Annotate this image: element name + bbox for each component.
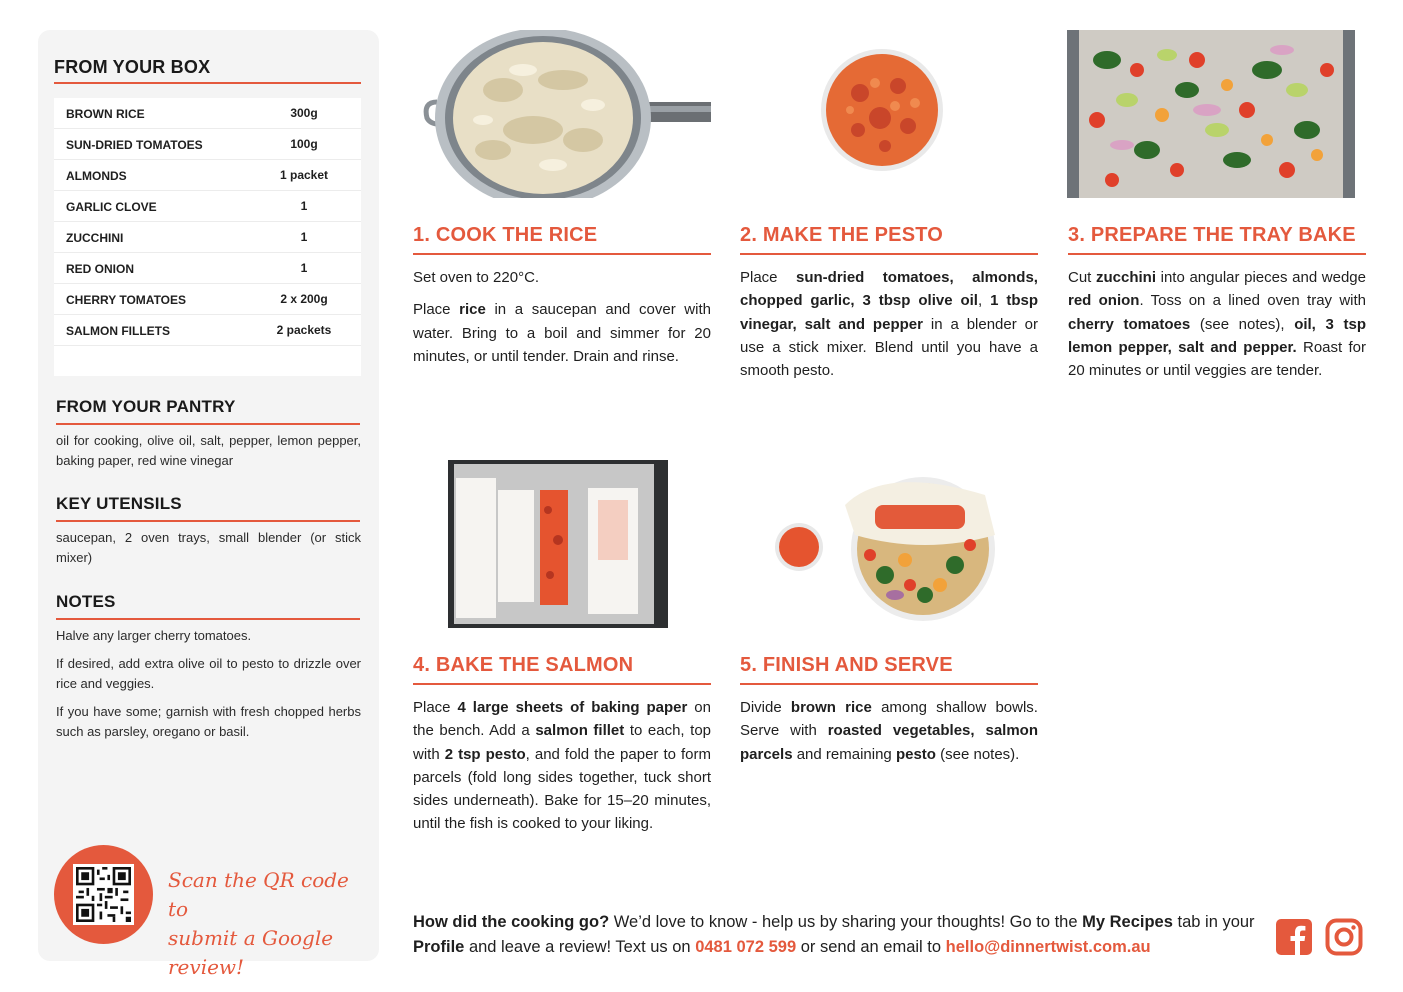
body-text: in a saucepan and cover with water. Bring to a boil and simmer for 20 minutes, or until tender. Drain and rinse. (413, 301, 711, 365)
bold-text: red onion (1068, 292, 1140, 310)
step-paragraph (740, 696, 1038, 766)
body-text: to each, top with (413, 722, 712, 763)
body-text: Place (740, 269, 796, 286)
notes-rule (56, 618, 360, 620)
step-1-body (413, 266, 711, 377)
body-text: We’d love to know - help us by sharing your thoughts! Go to the (609, 913, 1083, 931)
body-text: Set oven to 220°C. (413, 269, 540, 286)
step-paragraph (413, 266, 711, 289)
review-footer (413, 910, 1273, 960)
step-5-rule (740, 683, 1038, 685)
step-paragraph (740, 266, 1038, 382)
bold-text: 4 large sheets of baking paper (457, 699, 688, 716)
bold-text: oil, 3 tsp lemon pepper, salt and pepper. (1068, 315, 1366, 356)
utensils-rule (56, 520, 360, 522)
note-item: If desired, add extra olive oil to pesto to drizzle over rice and veggies. (56, 656, 361, 691)
pesto-photo (820, 48, 944, 172)
ingredient-qty: 1 (300, 261, 308, 275)
ingredient-name: SUN-DRIED TOMATOES (66, 138, 203, 152)
box-title-rule (54, 82, 361, 84)
body-text: Place (413, 301, 460, 319)
step-paragraph (413, 298, 711, 368)
rice-photo (413, 30, 711, 198)
ingredient-qty: 1 packet (279, 168, 329, 182)
sidebar-panel (38, 30, 379, 979)
step-paragraph (413, 696, 711, 836)
ingredient-name: BROWN RICE (66, 107, 145, 121)
bold-text: Profile (413, 938, 465, 956)
table-row (54, 315, 361, 346)
pantry-rule (56, 423, 360, 425)
step-2-rule (740, 253, 1038, 255)
step-1-rule (413, 253, 711, 255)
bold-text: sun-dried tomatoes, almonds, chopped garlic, 3 tbsp olive oil (740, 269, 1038, 310)
body-text: and remaining (792, 745, 896, 763)
body-text: , (977, 292, 991, 310)
qr-caption-line1: Scan the QR code to (168, 868, 349, 921)
body-text: and leave a review! Text us on (464, 938, 696, 956)
step-4-title: 4. BAKE THE SALMON (413, 654, 634, 676)
salmon-photo (448, 460, 668, 628)
bold-text: brown rice (790, 699, 872, 716)
bold-text: salmon fillet (535, 722, 625, 740)
ingredient-qty: 100g (290, 137, 318, 151)
ingredient-name: SALMON FILLETS (66, 324, 170, 338)
contact-link[interactable]: hello@dinnertwist.com.au (945, 938, 1151, 956)
body-text: tab in your (1172, 913, 1255, 931)
step-1-title: 1. COOK THE RICE (413, 224, 598, 246)
step-3-rule (1068, 253, 1366, 255)
notes-title: NOTES (56, 592, 116, 611)
finished-bowl-photo (775, 465, 1000, 623)
ingredient-qty: 1 (300, 230, 308, 244)
table-row (54, 284, 361, 315)
bold-text: pesto (895, 745, 936, 763)
body-text: (see notes). (935, 745, 1020, 763)
table-row (54, 129, 361, 160)
ingredient-name: RED ONION (66, 262, 135, 276)
body-text: (see notes), (1190, 315, 1295, 333)
utensils-text: saucepan, 2 oven trays, small blender (or stick mixer) (56, 530, 361, 565)
body-text: into angular pieces and wedge (1156, 269, 1366, 286)
step-2-body (740, 266, 1038, 391)
ingredient-name: CHERRY TOMATOES (66, 293, 187, 307)
body-text: . Toss on a lined oven tray with (1139, 292, 1366, 310)
bold-text: zucchini (1095, 269, 1156, 286)
step-3-body (1068, 266, 1366, 391)
step-3-title: 3. PREPARE THE TRAY BAKE (1068, 224, 1356, 246)
body-text: Roast for 20 minutes or until veggies are tender. (1068, 338, 1366, 380)
body-text: Cut (1068, 269, 1096, 286)
step-4-rule (413, 683, 711, 685)
qr-caption (168, 866, 368, 982)
table-row (54, 222, 361, 253)
body-text: among shallow bowls. Serve with (740, 699, 1038, 740)
facebook-icon[interactable] (1275, 918, 1313, 956)
pantry-text: oil for cooking, olive oil, salt, pepper, lemon pepper, baking paper, red wine vinegar (56, 433, 361, 468)
body-text: , and fold the paper to form parcels (fold long sides together, tuck short sides underneath). Bake for 15–20 minutes, until the fish is cooked to your liking. (413, 745, 711, 833)
step-2-title: 2. MAKE THE PESTO (740, 224, 944, 246)
table-row (54, 98, 361, 129)
ingredients-table (54, 98, 361, 376)
pantry-title: FROM YOUR PANTRY (56, 397, 236, 416)
utensils-title: KEY UTENSILS (56, 494, 182, 513)
ingredient-qty: 1 (300, 199, 308, 213)
ingredient-name: GARLIC CLOVE (66, 200, 157, 214)
body-text: on the bench. Add a (413, 699, 711, 740)
instagram-icon[interactable] (1325, 918, 1363, 956)
bold-text: My Recipes (1082, 913, 1173, 931)
bold-text: 2 tsp pesto (444, 745, 526, 763)
step-5-body (740, 696, 1038, 775)
table-row (54, 253, 361, 284)
bold-text: cherry tomatoes (1068, 315, 1191, 333)
ingredient-qty: 2 packets (276, 323, 332, 337)
body-text: Place (413, 699, 458, 716)
note-item: If you have some; garnish with fresh chopped herbs such as parsley, oregano or basil. (56, 704, 361, 739)
ingredient-name: ALMONDS (66, 169, 127, 183)
table-row (54, 160, 361, 191)
contact-link[interactable]: 0481 072 599 (695, 938, 797, 956)
bold-text: rice (459, 301, 486, 319)
body-text: Divide (740, 699, 791, 716)
note-item: Halve any larger cherry tomatoes. (56, 628, 252, 643)
table-row (54, 191, 361, 222)
bold-text: How did the cooking go? (413, 913, 610, 931)
ingredient-name: ZUCCHINI (66, 231, 124, 245)
qr-caption-line2: submit a Google review! (168, 926, 334, 979)
ingredient-qty: 2 x 200g (280, 292, 328, 306)
step-5-title: 5. FINISH AND SERVE (740, 654, 953, 676)
body-text: or send an email to (796, 938, 946, 956)
step-paragraph (1068, 266, 1366, 382)
step-4-body (413, 696, 711, 845)
tray-bake-photo (1067, 30, 1355, 198)
bold-text: roasted vegetables, salmon parcels (740, 722, 1038, 763)
bold-text: 1 tbsp vinegar, salt and pepper (740, 292, 1038, 333)
box-title: FROM YOUR BOX (54, 57, 211, 77)
body-text: in a blender or use a stick mixer. Blend until you have a smooth pesto. (740, 315, 1038, 380)
qr-code[interactable] (73, 864, 134, 925)
ingredient-qty: 300g (290, 106, 318, 120)
qr-badge (54, 845, 153, 944)
